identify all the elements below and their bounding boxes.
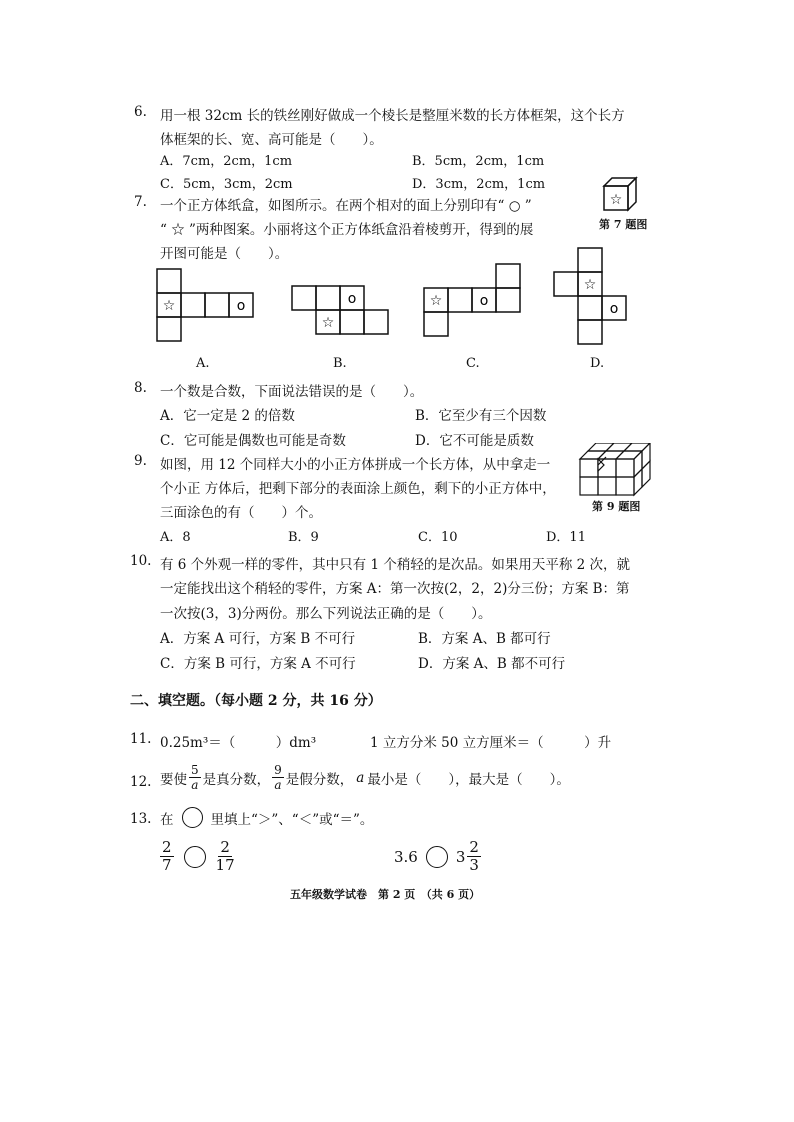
q13-c2-right-whole: 3 — [455, 847, 466, 866]
q6-option-a: A．7cm，2cm，1cm — [160, 154, 293, 169]
q9-text-line2: 个小正 方体后，把剩下部分的表面涂上颜色，剩下的小正方体中， — [160, 481, 556, 497]
q8-option-d: D．它不可能是质数 — [415, 433, 534, 449]
q10-text-line2: 一定能找出这个稍轻的零件，方案 A：第一次按(2，2，2)分三份；方案 B：第 — [160, 581, 630, 597]
q12-fraction-1 — [189, 764, 201, 791]
q13-post: 里填上“＞”、“＜”或“＝”。 — [210, 811, 374, 828]
q10-option-b: B．方案 A、B 都可行 — [418, 631, 551, 647]
q13-c1-answer-circle[interactable] — [184, 846, 206, 868]
q9-number: 9. — [134, 453, 147, 469]
q9-option-d: D．11 — [546, 530, 586, 545]
net-a-circle-icon: o — [236, 298, 246, 314]
q12-mid2: 是假分数， — [285, 771, 354, 788]
q6-text-line1: 用一根 32cm 长的铁丝刚好做成一个棱长是整厘米数的长方体框架，这个长方 — [160, 108, 625, 124]
q12-fraction-1-denominator: a — [191, 778, 199, 792]
q13-c2-right-fraction — [467, 840, 481, 873]
q9-option-c: C．10 — [418, 530, 458, 545]
q8-option-c: C．它可能是偶数也可能是奇数 — [160, 433, 346, 449]
q7-cube-star-icon: ☆ — [609, 192, 623, 208]
net-c-star-icon: ☆ — [429, 293, 443, 309]
q6-number: 6. — [134, 104, 147, 120]
q9-cuboid-figure — [578, 443, 656, 499]
q8-number: 8. — [134, 380, 147, 396]
q12-post: 最小是（ ），最大是（ ）。 — [367, 771, 570, 788]
q7-net-c — [420, 260, 530, 340]
q13-c1-left-denominator: 7 — [162, 856, 172, 874]
q10-text-line3: 一次按(3，3)分两份。那么下列说法正确的是（ ）。 — [160, 606, 492, 622]
q12-fraction-2 — [272, 764, 284, 791]
net-a-star-icon: ☆ — [162, 298, 176, 314]
q8-option-b: B．它至少有三个因数 — [415, 408, 547, 424]
q12-variable: a — [356, 769, 365, 786]
q10-number: 10. — [130, 553, 152, 569]
net-d-star-icon: ☆ — [583, 277, 597, 293]
q7-net-d — [552, 246, 632, 346]
q11-part2: 1 立方分米 50 立方厘米＝（ ）升 — [370, 735, 612, 751]
q13-c1-right-numerator: 2 — [220, 838, 230, 856]
q8-option-a: A．它一定是 2 的倍数 — [160, 408, 295, 424]
q13-c2-answer-circle[interactable] — [426, 846, 448, 868]
q6-option-b: B．5cm，2cm，1cm — [412, 154, 545, 169]
q10-option-d: D．方案 A、B 都不可行 — [418, 656, 566, 672]
q6-option-d: D．3cm，2cm，1cm — [412, 177, 546, 192]
q6-text-line2: 体框架的长、宽、高可能是（ ）。 — [160, 132, 383, 148]
q12-stem — [160, 764, 570, 791]
q12-fraction-2-numerator: 9 — [274, 763, 282, 777]
q10-option-a: A．方案 A 可行，方案 B 不可行 — [160, 631, 356, 647]
q13-c1-right-denominator: 17 — [215, 856, 235, 874]
net-b-circle-icon: o — [347, 291, 357, 307]
q13-comparison-1 — [158, 840, 237, 873]
q7-text-line1: 一个正方体纸盒，如图所示。在两个相对的面上分别印有“ ○ ” — [160, 198, 532, 214]
q12-number: 12. — [130, 774, 152, 790]
net-d-circle-icon: o — [609, 301, 619, 317]
q13-number: 13. — [130, 811, 152, 827]
q7-text-line3: 开图可能是（ ）。 — [160, 246, 289, 262]
q7-text-line2: “ ☆ ”两种图案。小丽将这个正方体纸盒沿着棱剪开，得到的展 — [160, 222, 534, 238]
q6-option-c: C．5cm，3cm，2cm — [160, 177, 293, 192]
q13-c2-left: 3.6 — [394, 847, 418, 866]
q9-text-line1: 如图，用 12 个同样大小的小正方体拼成一个长方体，从中拿走一 — [160, 457, 551, 473]
q11-part1: 0.25m³＝（ ）dm³ — [160, 735, 317, 751]
q13-c1-left-numerator: 2 — [162, 838, 172, 856]
q7-label-a: A. — [196, 356, 210, 371]
net-b-star-icon: ☆ — [321, 315, 335, 331]
q12-pre: 要使 — [160, 771, 187, 788]
q7-net-b — [286, 280, 396, 340]
q10-option-c: C．方案 B 可行，方案 A 不可行 — [160, 656, 356, 672]
q13-c2-right-numerator: 2 — [469, 838, 479, 856]
q13-c1-left-fraction — [160, 840, 174, 873]
q9-option-b: B．9 — [288, 530, 319, 545]
q13-pre: 在 — [160, 811, 174, 828]
q11-number: 11. — [130, 731, 152, 747]
q7-label-c: C. — [466, 356, 480, 371]
q13-circle-icon — [182, 807, 203, 828]
q13-stem — [160, 807, 373, 828]
q7-figure-caption: 第 7 题图 — [599, 218, 648, 231]
q12-fraction-2-denominator: a — [274, 778, 282, 792]
q9-text-line3: 三面涂色的有（ ）个。 — [160, 505, 322, 521]
q7-net-a — [150, 266, 260, 346]
q7-label-b: B. — [333, 356, 347, 371]
q12-mid1: 是真分数， — [202, 771, 271, 788]
section-title-fill-in: 二、填空题。（每小题 2 分，共 16 分） — [130, 693, 382, 709]
q13-c2-right-denominator: 3 — [469, 856, 479, 874]
page-footer: 五年级数学试卷 第 2 页 （共 6 页） — [290, 888, 481, 901]
q13-c1-right-fraction — [216, 840, 235, 873]
q7-label-d: D. — [590, 356, 605, 371]
net-c-circle-icon: o — [479, 293, 489, 309]
q10-text-line1: 有 6 个外观一样的零件，其中只有 1 个稍轻的是次品。如果用天平称 2 次，就 — [160, 557, 631, 573]
q8-stem: 一个数是合数，下面说法错误的是（ ）。 — [160, 384, 424, 400]
q12-fraction-1-numerator: 5 — [191, 763, 199, 777]
q7-number: 7. — [134, 194, 147, 210]
q9-option-a: A．8 — [160, 530, 191, 545]
q7-cube-figure — [600, 174, 640, 214]
q13-comparison-2 — [394, 840, 483, 873]
q9-figure-caption: 第 9 题图 — [592, 500, 641, 513]
